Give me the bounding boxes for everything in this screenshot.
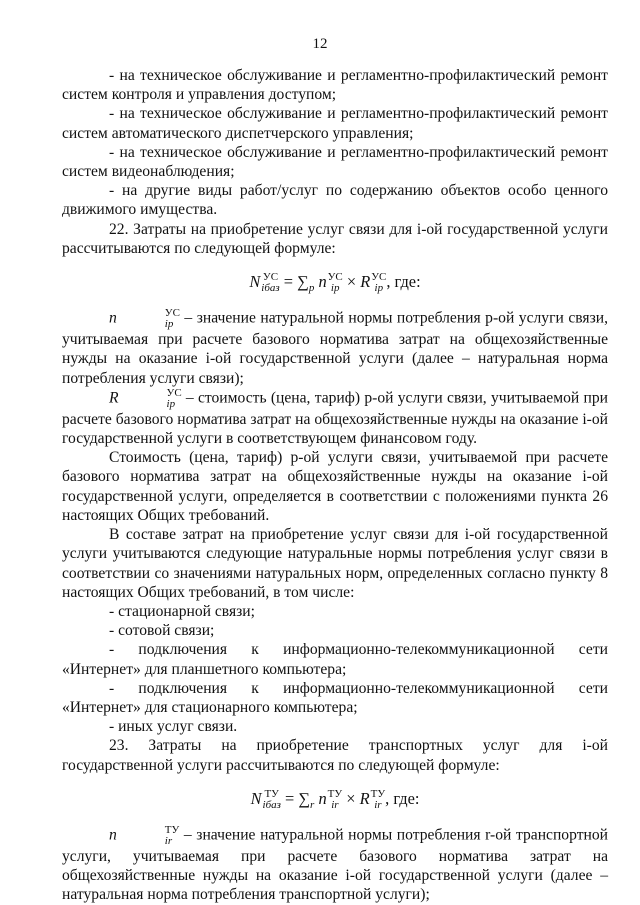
formula-sum-sub: p (308, 282, 315, 295)
formula-times: × (342, 272, 361, 292)
list-item-access-control: - на техническое обслуживание и регламентно-профилактический ремонт систем контроля и управления доступом; (62, 67, 608, 104)
formula2-sum-sub: r (310, 798, 315, 811)
definition-n-communication: n УС ip – значение натуральной нормы потребления p-ой услуги связи, учитываемая при расчете базового норматива затрат на общехозяйственные нужды на оказание i-ой государственной услуги (далее – натуральная норма потребления услуги связи); (62, 307, 608, 387)
page-content (62, 66, 608, 905)
formula-communication-costs (62, 271, 608, 294)
formula2-R-sup: ТУ (370, 787, 386, 800)
formula2-n-sup: ТУ (327, 787, 343, 800)
formula-N-sup: УС (262, 271, 279, 284)
formula-sum: ∑ (297, 272, 309, 292)
formula2-n: n (318, 788, 327, 808)
formula-transport-costs (62, 788, 608, 811)
formula2-equals: = (280, 788, 299, 808)
formula2-R-sub: ir (374, 798, 382, 811)
formula2-N: N (250, 788, 262, 808)
section-23-intro: 23. Затраты на приобретение транспортных услуг для i-ой государственной услуги рассчитываются по следующей формуле: (62, 737, 608, 774)
paragraph-natural-norms: В составе затрат на приобретение услуг связи для i-ой государственной услуги учитываются следующие натуральные нормы потребления услуг связи в соответствии со значениями натуральных норм, определенных согласно пункту 8 настоящих Общих требований, в том числе: (62, 526, 608, 601)
definition-n-transport: n ТУ ir – значение натуральной нормы потребления r-ой транспортной услуги, учитываемая при расчете базового норматива затрат на общехозяйственные нужды на оказание i-ой государственной услуги (далее – натуральная норма потребления транспортной услуги); (62, 823, 608, 904)
list-item-other-communication: - иных услуг связи. (109, 718, 238, 736)
formula-n-sub: ip (330, 282, 340, 295)
formula-n: n (318, 272, 327, 292)
formula-R: R (360, 272, 371, 292)
definition-R-communication: R УС ip – стоимость (цена, тариф) p-ой услуги связи, учитываемой при расчете базового норматива затрат на общехозяйственные нужды на оказание i-ой государственной услуги в соответствующем финансовом году. (62, 386, 608, 448)
list-item-other-works: - на другие виды работ/услуг по содержанию объектов особо ценного движимого имущества. (62, 182, 608, 219)
page-number: 12 (312, 36, 328, 52)
formula-R-sub: ip (374, 282, 384, 295)
list-item-dispatch-control: - на техническое обслуживание и регламентно-профилактический ремонт систем автоматического диспетчерского управления; (62, 105, 608, 142)
formula-N-sub: iбаз (261, 282, 280, 295)
list-item-cellular: - сотовой связи; (109, 622, 215, 640)
formula-N: N (249, 272, 261, 292)
formula2-times: × (342, 788, 360, 808)
formula2-sum: ∑ (298, 788, 311, 808)
list-item-stationary: - стационарной связи; (109, 602, 255, 620)
formula2-n-sub: ir (331, 798, 339, 811)
formula2-R: R (359, 788, 370, 808)
formula-tail: , где: (386, 272, 421, 292)
formula2-N-sup: ТУ (264, 787, 279, 800)
formula2-N-sub: iбаз (262, 798, 281, 811)
list-item-internet-desktop: - подключения к информационно-телекоммуникационной сети «Интернет» для стационарного компьютера; (62, 679, 608, 716)
formula-R-sup: УС (371, 271, 387, 284)
paragraph-cost-determination: Стоимость (цена, тариф) p-ой услуги связи, учитываемой при расчете базового норматива затрат на общехозяйственные нужды на оказание i-ой государственной услуги, определяется в соответствии с положениями пункта 26 настоящих Общих требований. (62, 449, 608, 524)
formula-equals: = (279, 272, 298, 292)
list-item-internet-tablet: - подключения к информационно-телекоммуникационной сети «Интернет» для планшетного компьютера; (62, 641, 608, 678)
section-22-intro: 22. Затраты на приобретение услуг связи для i-ой государственной услуги рассчитываются по следующей формуле: (62, 220, 608, 257)
list-item-video-surveillance: - на техническое обслуживание и регламентно-профилактический ремонт систем видеонаблюдения; (62, 143, 608, 181)
formula-n-sup: УС (327, 271, 343, 284)
formula2-tail: , где: (385, 788, 420, 808)
